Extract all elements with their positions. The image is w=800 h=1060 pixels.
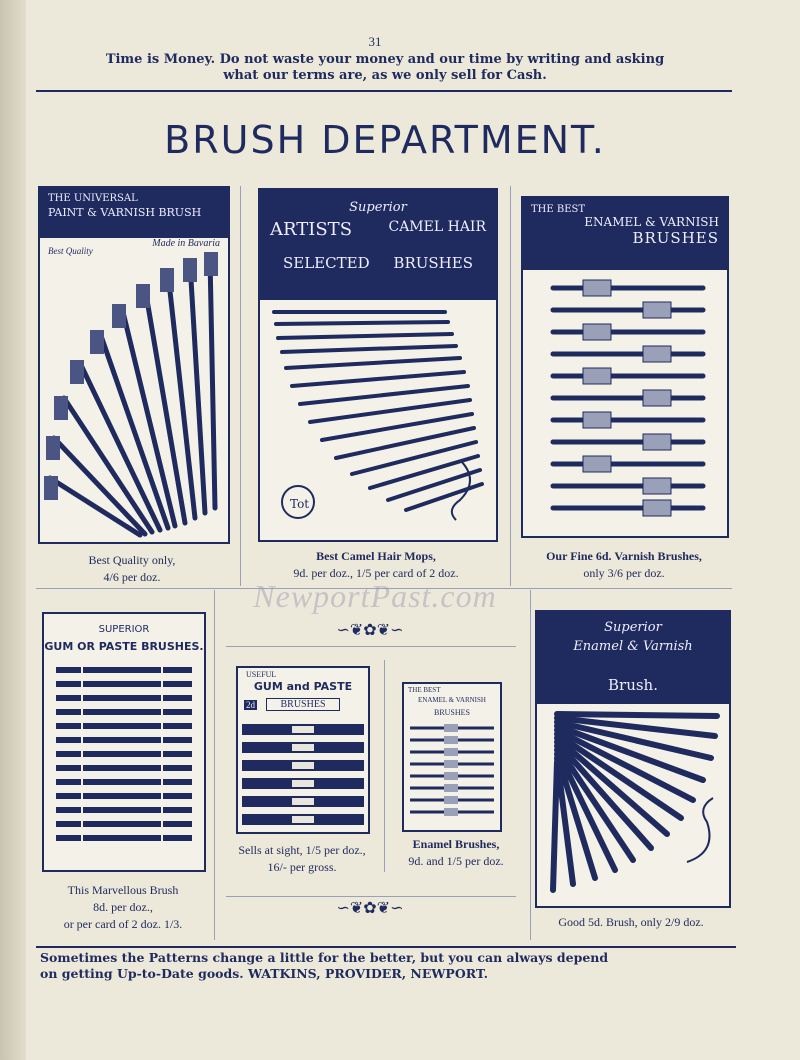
brush-fan-1	[40, 188, 228, 542]
brush-rows-5	[238, 668, 368, 832]
grid-line-v5	[384, 660, 385, 872]
brush-rows-4	[44, 614, 204, 870]
product-2-art-line-3: CAMEL HAIR	[388, 219, 486, 235]
product-6-art-line-3: BRUSHES	[433, 708, 470, 717]
product-1-art-line-2: PAINT & VARNISH BRUSH	[48, 206, 202, 219]
product-caption-3	[514, 548, 734, 582]
product-5-caption-line-2: 16/- per gross.	[267, 860, 337, 874]
brush-fan-2	[260, 190, 496, 540]
grid-line-v3	[214, 590, 215, 940]
product-6-art-line-1: THE BEST	[408, 686, 441, 694]
page-title: BRUSH DEPARTMENT.	[164, 118, 606, 162]
product-3-art-line-2: ENAMEL & VARNISH	[584, 215, 719, 229]
brush-row-3	[523, 198, 727, 536]
page-gutter	[0, 0, 26, 1060]
grid-line-v2	[510, 186, 511, 586]
product-3-caption-line-2: only 3/6 per doz.	[583, 566, 665, 580]
product-4-caption-line-1: This Marvellous Brush	[67, 883, 179, 897]
product-4-caption-line-2: 8d. per doz.,	[93, 900, 153, 914]
product-5-art-line-4: 2d	[246, 700, 255, 710]
product-1-caption-line-1: Best Quality only,	[88, 553, 176, 567]
product-5-art-line-2: GUM and PASTE	[253, 680, 353, 693]
product-caption-7	[528, 914, 734, 931]
ornament-bottom: ∽❦✿❦∽	[336, 900, 404, 917]
product-illustration-7	[535, 610, 731, 908]
product-caption-4	[40, 882, 206, 933]
product-illustration-4	[42, 612, 206, 872]
product-7-art-line-3: Brush.	[608, 676, 658, 694]
product-7-caption-line-1: Good 5d. Brush, only 2/9 doz.	[558, 915, 704, 929]
product-3-art-line-1: THE BEST	[531, 204, 586, 215]
product-7-art-line-1: Superior	[604, 620, 662, 635]
product-6-caption-line-1: Enamel Brushes,	[412, 837, 500, 851]
product-illustration-3	[521, 196, 729, 538]
page-number: 31	[368, 34, 382, 49]
product-3-art-line-3: BRUSHES	[632, 229, 719, 247]
product-7-art-line-2: Enamel & Varnish	[573, 639, 693, 654]
product-5-art-line-1: USEFUL	[246, 670, 277, 679]
product-3-caption-line-1: Our Fine 6d. Varnish Brushes,	[546, 549, 702, 563]
product-1-art-line-4: Best Quality	[48, 246, 93, 256]
product-1-caption-line-2: 4/6 per doz.	[103, 570, 161, 584]
footer-line-2: on getting Up-to-Date goods. WATKINS, PROVIDER, NEWPORT.	[40, 966, 488, 981]
product-illustration-1	[38, 186, 230, 544]
product-4-art-line-2: GUM OR PASTE BRUSHES.	[44, 640, 204, 653]
grid-line-v4	[530, 590, 531, 940]
product-2-art-line-4: SELECTED BRUSHES	[283, 254, 473, 272]
grid-line-v1	[240, 186, 241, 586]
product-5-art-line-3: BRUSHES	[266, 698, 340, 711]
brush-fan-7	[537, 612, 729, 906]
product-caption-5	[222, 842, 382, 876]
product-1-art-line-1: THE UNIVERSAL	[48, 193, 138, 204]
brush-rows-6	[404, 684, 500, 830]
product-2-art-line-1: Superior	[349, 200, 407, 215]
product-illustration-2	[258, 188, 498, 542]
product-2-art-line-2: ARTISTS	[270, 219, 353, 240]
product-2-caption-line-2: 9d. per doz., 1/5 per card of 2 doz.	[293, 566, 459, 580]
svg-text:Tot: Tot	[290, 497, 310, 511]
product-caption-6	[386, 836, 526, 870]
header-line-2: what our terms are, as we only sell for Cash.	[223, 68, 547, 83]
product-1-art-line-3: Made in Bavaria	[152, 238, 220, 249]
product-5-caption-line-1: Sells at sight, 1/5 per doz.,	[238, 843, 366, 857]
grid-line-h2	[226, 646, 516, 647]
footer-line-1: Sometimes the Patterns change a little for the better, but you can always depend	[40, 950, 609, 965]
product-6-caption-line-2: 9d. and 1/5 per doz.	[408, 854, 504, 868]
footer-rule	[36, 946, 736, 948]
product-4-caption-line-3: or per card of 2 doz. 1/3.	[63, 917, 183, 931]
product-illustration-5	[236, 666, 370, 834]
header-line-1: Time is Money. Do not waste your money and our time by writing and asking	[105, 52, 665, 67]
ornament-top: ∽❦✿❦∽	[336, 622, 404, 639]
footer-notice	[40, 950, 740, 982]
header-notice	[40, 52, 730, 84]
product-2-caption-line-1: Best Camel Hair Mops,	[316, 549, 436, 563]
product-caption-1	[40, 552, 224, 586]
product-caption-2	[256, 548, 496, 582]
product-illustration-6	[402, 682, 502, 832]
product-4-art-line-1: SUPERIOR	[98, 624, 150, 635]
header-rule	[36, 90, 732, 92]
watermark-text: NewportPast.com	[253, 578, 497, 614]
grid-line-h3	[226, 896, 516, 897]
product-6-art-line-2: ENAMEL & VARNISH	[418, 696, 486, 704]
